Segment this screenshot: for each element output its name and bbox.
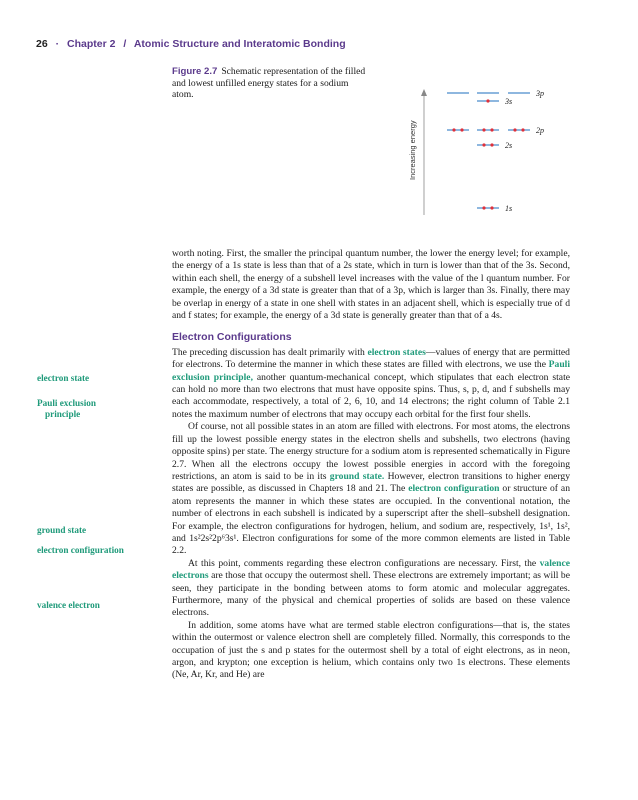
- electron-2s-a: [482, 143, 485, 146]
- margin-term-text: electron state: [37, 373, 90, 383]
- electron-2p-1b: [460, 128, 463, 131]
- margin-term-text: Pauli exclusion: [37, 398, 96, 408]
- level-3s-label: 3s: [505, 97, 513, 106]
- page-number: 26: [36, 38, 48, 50]
- header-bullet: ·: [55, 38, 60, 50]
- electron-2p-3b: [521, 128, 524, 131]
- electron-2s-b: [490, 143, 493, 146]
- figure-caption-text: Schematic representation of the filled and lowest unfilled energy states for a sodium atom.: [172, 66, 366, 101]
- chapter-title: Atomic Structure and Interatomic Bonding: [133, 38, 346, 50]
- electron-1s-b: [490, 206, 493, 209]
- text-run: Of course, not all possible states in an atom are filled with electrons. For most atoms, the electrons fill up the lowest possible energy states in the electron shells and subshells, two electrons (having opposite spins) per state. The energy structure for a sodium atom is represented schematically in Figure 2.7. When all the electrons occupy the lowest possible energies in accord with the foregoing restrictions, an atom is said to be in its: [172, 421, 570, 482]
- level-2s-label: 2s: [505, 141, 513, 150]
- text-run: The preceding discussion has dealt primarily with: [172, 346, 368, 358]
- margin-term-pauli-exclusion: [37, 398, 157, 420]
- keyword-electron-states: electron states: [367, 346, 426, 358]
- energy-level-diagram: [395, 80, 575, 220]
- body-text: [172, 248, 570, 682]
- chapter-label: Chapter 2: [67, 38, 116, 50]
- text-run: are those that occupy the outermost shell. These electrons are extremely important; as will be seen, they participate in the bonding between atoms to form atomic and molecular aggregates. Furthermore, many of the physical and chemical properties of solids are based on these valence electrons.: [172, 570, 570, 619]
- electron-1s-a: [482, 206, 485, 209]
- electron-2p-2a: [482, 128, 485, 131]
- keyword-valence-electrons: valence electrons: [172, 557, 570, 582]
- paragraph-1: [172, 347, 570, 421]
- paragraph-3: [172, 558, 570, 620]
- text-run: However, electron transitions to higher energy states are possible, as discussed in Chapters 18 and 21. The: [172, 470, 570, 495]
- header-separator: /: [123, 38, 127, 50]
- electron-3s: [486, 99, 489, 102]
- text-run: At this point, comments regarding these electron configurations are necessary. First, the: [188, 557, 540, 569]
- level-1s-label: 1s: [505, 204, 513, 213]
- level-3p-label: 3p: [536, 89, 544, 98]
- margin-term-text: valence electron: [37, 600, 100, 610]
- keyword-pauli-exclusion: Pauli exclusion principle,: [172, 359, 570, 383]
- keyword-electron-configuration: electron configuration: [408, 483, 500, 495]
- text-run: —values of energy that are permitted for electrons. To determine the manner in which these states are filled with electrons, we use the: [172, 346, 570, 371]
- margin-term-text: ground state: [37, 525, 87, 535]
- margin-term-valence-electron: [37, 600, 157, 611]
- paragraph-2: [172, 421, 570, 557]
- electron-2p-1a: [452, 128, 455, 131]
- text-run: or structure of an atom represents the manner in which these states are occupied. In the conventional notation, the number of electrons in each subshell is indicated by a superscript after the shell–subshell designation. For example, the electron configurations for hydrogen, helium, and sodium are, respectively, 1s¹, 1s², and 1s²2s²2p⁶3s¹. Electron configurations for some of the more common elements are listed in Table 2.2.: [172, 483, 570, 557]
- text-run: another quantum-mechanical concept, which stipulates that each electron state can hold no more than two electrons that must have opposite spins. Thus, s, p, d, and f subshells may each accommodate, respectively, a total of 2, 6, 10, and 14 electrons; the right column of Table 2.1 notes the maximum number of electrons that may occupy each orbital for the first four shells.: [172, 371, 570, 420]
- figure-caption: [172, 66, 372, 101]
- energy-axis-arrow: [421, 89, 427, 96]
- electron-2p-2b: [490, 128, 493, 131]
- section-title: Electron Configurations: [172, 331, 292, 344]
- figure-label: Figure 2.7: [172, 66, 218, 77]
- margin-term-electron-state: [37, 373, 157, 384]
- paragraph-4: In addition, some atoms have what are termed stable electron configurations—that is, the states within the outermost or valence electron shell are completely filled. Normally, this corresponds to the occupation of just the s and p states for the outermost shell by a total of eight electrons, as in neon, argon, and krypton; one exception is helium, which contains only two 1s electrons. These elements (Ne, Ar, Kr, and He) are: [172, 619, 570, 681]
- running-header: [36, 38, 346, 50]
- margin-term-ground-state: [37, 525, 157, 536]
- electron-2p-3a: [513, 128, 516, 131]
- margin-term-text: electron configuration: [37, 545, 124, 555]
- keyword-ground-state: ground state.: [329, 470, 385, 482]
- level-2p-label: 2p: [536, 126, 544, 135]
- margin-term-electron-configuration: [37, 545, 157, 556]
- margin-term-text: principle: [45, 409, 81, 419]
- axis-label: Increasing energy: [408, 120, 417, 180]
- paragraph-intro: worth noting. First, the smaller the principal quantum number, the lower the energy level; for example, the energy of a 1s state is less than that of a 2s state, which in turn is lower than that of the 3s. Second, within each shell, the energy of a subshell level increases with the value of the l quantum number. For example, the energy of a 3d state is greater than that of a 3p, which is larger than 3s. Finally, there may be overlap in energy of a state in one shell with states in an adjacent shell, which is especially true of d and f states; for example, the energy of a 3d state is generally greater than that of a 4s.: [172, 248, 570, 322]
